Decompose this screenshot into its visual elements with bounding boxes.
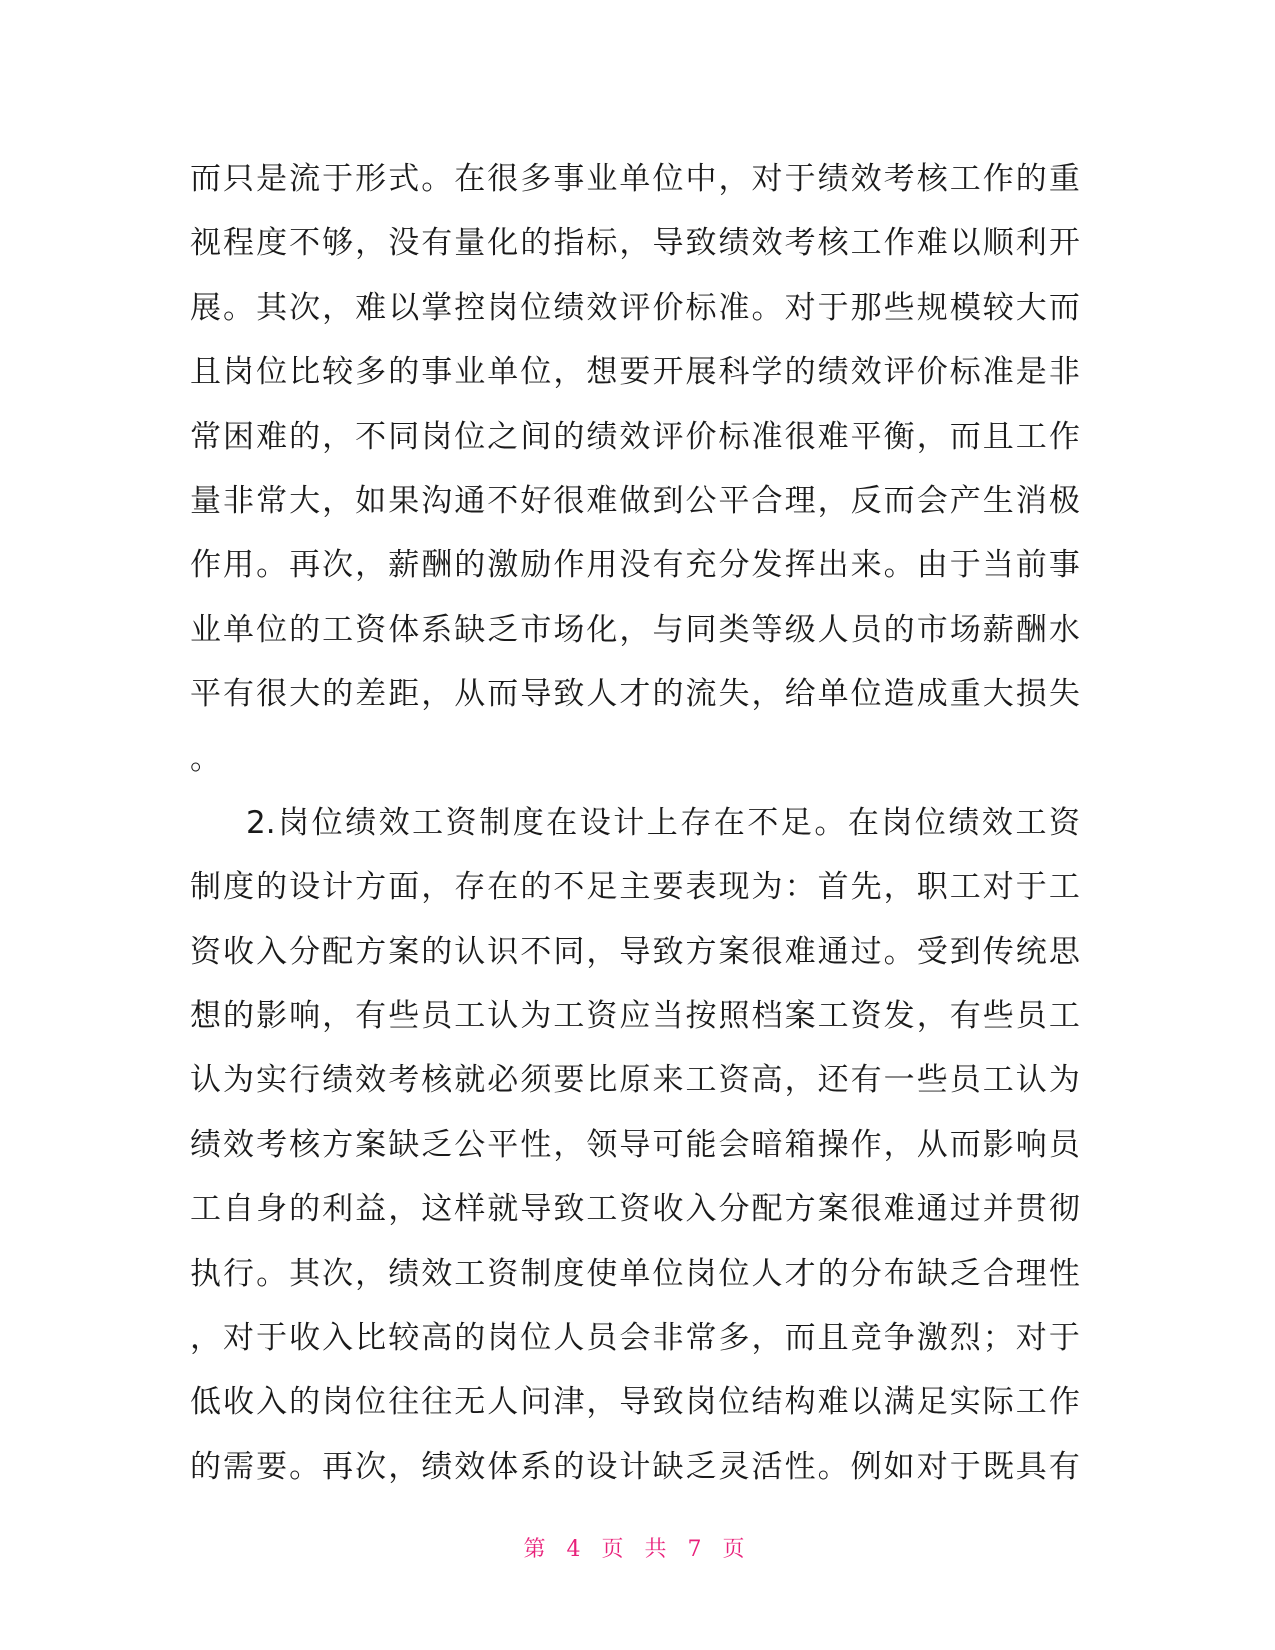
text-line: 低 收 入 的 岗 位 往 往 无 人 问 津 ， 导 致 岗 位 结 构 难 以 满 足 实 际 工 作 [190,1384,1080,1421]
text-line: 认 为 实 行 绩 效 考 核 就 必 须 要 比 原 来 工 资 高 ， 还 有 一 些 员 工 认 为 [190,1062,1080,1099]
text-line: 展 。 其 次 ， 难 以 掌 控 岗 位 绩 效 评 价 标 准 。 对 于 那 些 规 模 较 大 而 [190,289,1080,326]
text-line: 作 用 。 再 次 ， 薪 酬 的 激 励 作 用 没 有 充 分 发 挥 出 来 。 由 于 当 前 事 [190,547,1080,584]
text-line: 量 非 常 大 ， 如 果 沟 通 不 好 很 难 做 到 公 平 合 理 ， 反 而 会 产 生 消 极 [190,482,1080,519]
text-line: 工 自 身 的 利 益 ， 这 样 就 导 致 工 资 收 入 分 配 方 案 很 难 通 过 并 贯 彻 [190,1191,1080,1228]
text-line: 。 [190,740,230,777]
text-line: 绩 效 考 核 方 案 缺 乏 公 平 性 ， 领 导 可 能 会 暗 箱 操 作 ， 从 而 影 响 员 [190,1126,1080,1163]
text-line: 想 的 影 响 ， 有 些 员 工 认 为 工 资 应 当 按 照 档 案 工 资 发 ， 有 些 员 工 [190,998,1080,1035]
text-line: ， 对 于 收 入 比 较 高 的 岗 位 人 员 会 非 常 多 ， 而 且 竞 争 激 烈 ； 对 于 [190,1320,1080,1357]
text-line: 常 困 难 的 ， 不 同 岗 位 之 间 的 绩 效 评 价 标 准 很 难 平 衡 ， 而 且 工 作 [190,418,1080,455]
text-line: 执 行 。 其 次 ， 绩 效 工 资 制 度 使 单 位 岗 位 人 才 的 分 布 缺 乏 合 理 性 [190,1255,1080,1292]
text-line: 且 岗 位 比 较 多 的 事 业 单 位 ， 想 要 开 展 科 学 的 绩 效 评 价 标 准 是 非 [190,354,1080,391]
text-line: 视 程 度 不 够 ， 没 有 量 化 的 指 标 ， 导 致 绩 效 考 核 工 作 难 以 顺 利 开 [190,225,1080,262]
text-line: 2. 岗 位 绩 效 工 资 制 度 在 设 计 上 存 在 不 足 。 在 岗 位 绩 效 工 资 [246,804,1080,841]
text-line: 而 只 是 流 于 形 式 。 在 很 多 事 业 单 位 中 ， 对 于 绩 效 考 核 工 作 的 重 [190,161,1080,197]
text-line: 制 度 的 设 计 方 面 ， 存 在 的 不 足 主 要 表 现 为 ： 首 先 ， 职 工 对 于 工 [190,869,1080,906]
text-line: 业 单 位 的 工 资 体 系 缺 乏 市 场 化 ， 与 同 类 等 级 人 员 的 市 场 薪 酬 水 [190,611,1080,648]
text-line: 资 收 入 分 配 方 案 的 认 识 不 同 ， 导 致 方 案 很 难 通 过 。 受 到 传 统 思 [190,933,1080,970]
text-line: 平 有 很 大 的 差 距 ， 从 而 导 致 人 才 的 流 失 ， 给 单 位 造 成 重 大 损 失 [190,676,1080,713]
body-text [190,147,1080,1499]
text-line: 的 需 要 。 再 次 ， 绩 效 体 系 的 设 计 缺 乏 灵 活 性 。 例 如 对 于 既 具 有 [190,1448,1080,1485]
page-number-footer: 第 4 页 共 7 页 [523,1537,752,1562]
